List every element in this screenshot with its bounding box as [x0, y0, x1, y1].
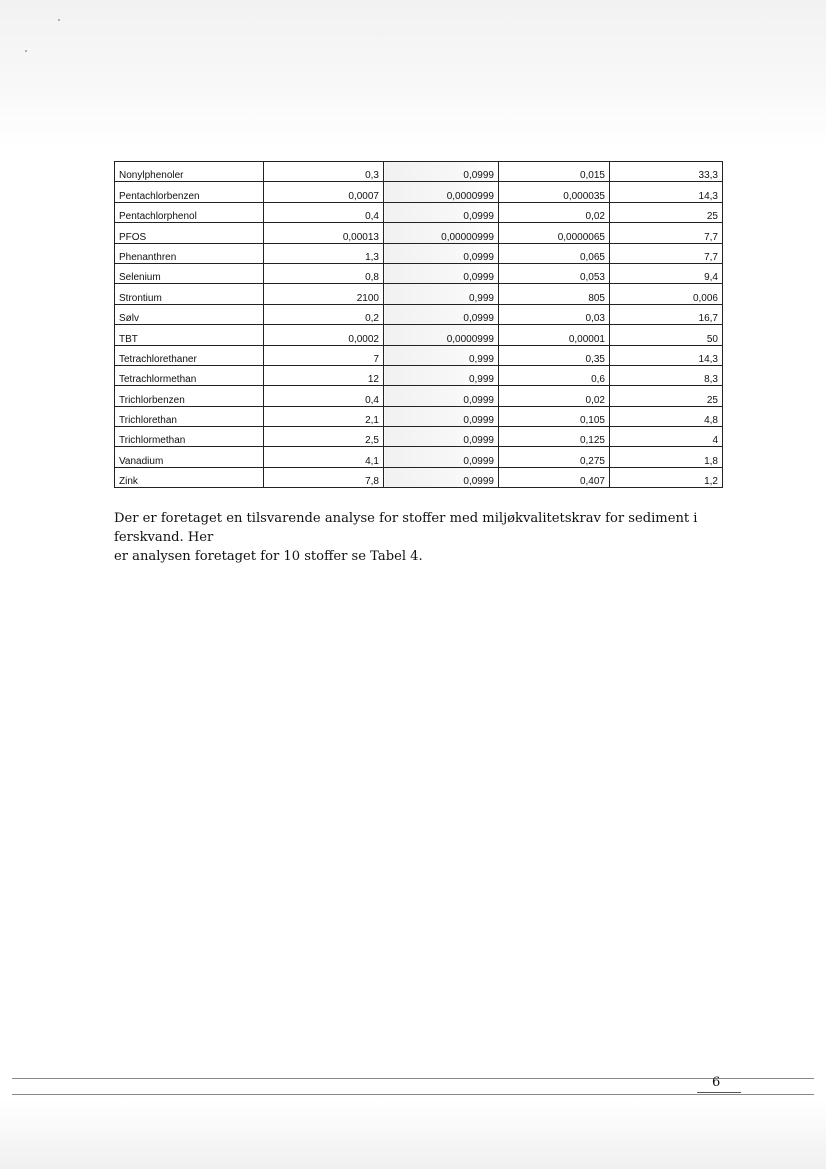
value-cell-col-3: 0,0999 [384, 406, 499, 426]
value-cell-col-4: 0,065 [499, 243, 610, 263]
body-paragraph [114, 509, 726, 566]
value-cell-col-3: 0,0999 [384, 202, 499, 222]
substance-name-cell: Trichlormethan [115, 427, 264, 447]
value-cell-col-3: 0,999 [384, 365, 499, 385]
value-cell-col-5: 8,3 [610, 365, 723, 385]
table-row [115, 223, 723, 243]
value-cell-col-4: 0,6 [499, 365, 610, 385]
value-cell-col-3: 0,0999 [384, 386, 499, 406]
substance-name-cell: Trichlorethan [115, 406, 264, 426]
table-row [115, 243, 723, 263]
value-cell-col-5: 33,3 [610, 162, 723, 182]
value-cell-col-5: 1,8 [610, 447, 723, 467]
value-cell-col-5: 50 [610, 325, 723, 345]
scan-speck [25, 50, 27, 52]
substance-name-cell: Pentachlorphenol [115, 202, 264, 222]
value-cell-col-5: 4,8 [610, 406, 723, 426]
substance-name-cell: Tetrachlormethan [115, 365, 264, 385]
substance-name-cell: Zink [115, 467, 264, 487]
value-cell-col-4: 0,000035 [499, 182, 610, 202]
value-cell-col-5: 25 [610, 202, 723, 222]
value-cell-col-5: 14,3 [610, 345, 723, 365]
substance-table [114, 161, 723, 488]
substance-name-cell: TBT [115, 325, 264, 345]
value-cell-col-5: 4 [610, 427, 723, 447]
value-cell-col-3: 0,0000999 [384, 325, 499, 345]
value-cell-col-4: 0,275 [499, 447, 610, 467]
value-cell-col-4: 0,015 [499, 162, 610, 182]
value-cell-col-2: 7,8 [264, 467, 384, 487]
substance-name-cell: Vanadium [115, 447, 264, 467]
value-cell-col-2: 2100 [264, 284, 384, 304]
value-cell-col-3: 0,999 [384, 284, 499, 304]
table-row [115, 325, 723, 345]
value-cell-col-5: 14,3 [610, 182, 723, 202]
table-row [115, 427, 723, 447]
value-cell-col-2: 2,5 [264, 427, 384, 447]
value-cell-col-4: 0,03 [499, 304, 610, 324]
value-cell-col-5: 7,7 [610, 223, 723, 243]
table-row [115, 202, 723, 222]
scan-speck [58, 19, 60, 21]
value-cell-col-4: 0,00001 [499, 325, 610, 345]
value-cell-col-5: 7,7 [610, 243, 723, 263]
value-cell-col-2: 0,8 [264, 263, 384, 283]
substance-name-cell: Tetrachlorethaner [115, 345, 264, 365]
body-paragraph-line-2: er analysen foretaget for 10 stoffer se Tabel 4. [114, 549, 423, 564]
value-cell-col-4: 0,053 [499, 263, 610, 283]
value-cell-col-2: 0,4 [264, 386, 384, 406]
value-cell-col-2: 2,1 [264, 406, 384, 426]
table-row [115, 263, 723, 283]
page-number: 6 [712, 1075, 721, 1090]
value-cell-col-2: 7 [264, 345, 384, 365]
value-cell-col-5: 1,2 [610, 467, 723, 487]
value-cell-col-4: 0,0000065 [499, 223, 610, 243]
table-row [115, 365, 723, 385]
value-cell-col-3: 0,0999 [384, 263, 499, 283]
substance-table-body [115, 162, 723, 488]
value-cell-col-2: 0,00013 [264, 223, 384, 243]
table-row [115, 345, 723, 365]
value-cell-col-2: 0,0002 [264, 325, 384, 345]
value-cell-col-4: 805 [499, 284, 610, 304]
footer-rule-bottom [12, 1094, 814, 1095]
table-row [115, 162, 723, 182]
substance-name-cell: Phenanthren [115, 243, 264, 263]
value-cell-col-2: 0,2 [264, 304, 384, 324]
value-cell-col-4: 0,407 [499, 467, 610, 487]
value-cell-col-2: 12 [264, 365, 384, 385]
value-cell-col-5: 9,4 [610, 263, 723, 283]
value-cell-col-3: 0,0999 [384, 427, 499, 447]
value-cell-col-4: 0,02 [499, 202, 610, 222]
value-cell-col-3: 0,0999 [384, 304, 499, 324]
table-row [115, 447, 723, 467]
value-cell-col-4: 0,125 [499, 427, 610, 447]
substance-name-cell: Pentachlorbenzen [115, 182, 264, 202]
value-cell-col-3: 0,0999 [384, 243, 499, 263]
table-row [115, 304, 723, 324]
table-row [115, 182, 723, 202]
value-cell-col-5: 25 [610, 386, 723, 406]
value-cell-col-2: 0,4 [264, 202, 384, 222]
table-row [115, 284, 723, 304]
scan-shadow-top [0, 0, 826, 150]
footer-rule-top [12, 1078, 814, 1079]
value-cell-col-3: 0,0999 [384, 467, 499, 487]
value-cell-col-4: 0,02 [499, 386, 610, 406]
value-cell-col-2: 0,0007 [264, 182, 384, 202]
value-cell-col-3: 0,0999 [384, 162, 499, 182]
value-cell-col-3: 0,999 [384, 345, 499, 365]
value-cell-col-3: 0,0999 [384, 447, 499, 467]
value-cell-col-4: 0,35 [499, 345, 610, 365]
value-cell-col-2: 1,3 [264, 243, 384, 263]
page-number-underline [697, 1092, 741, 1093]
substance-name-cell: Sølv [115, 304, 264, 324]
substance-name-cell: Trichlorbenzen [115, 386, 264, 406]
value-cell-col-4: 0,105 [499, 406, 610, 426]
value-cell-col-5: 0,006 [610, 284, 723, 304]
value-cell-col-5: 16,7 [610, 304, 723, 324]
substance-name-cell: Strontium [115, 284, 264, 304]
value-cell-col-2: 0,3 [264, 162, 384, 182]
scan-shadow-bottom [0, 1100, 826, 1169]
value-cell-col-3: 0,00000999 [384, 223, 499, 243]
value-cell-col-3: 0,0000999 [384, 182, 499, 202]
body-paragraph-line-1: Der er foretaget en tilsvarende analyse for stoffer med miljøkvalitetskrav for sediment i ferskvand. Her [114, 511, 698, 545]
table-row [115, 467, 723, 487]
table-row [115, 406, 723, 426]
value-cell-col-2: 4,1 [264, 447, 384, 467]
substance-name-cell: Selenium [115, 263, 264, 283]
substance-name-cell: Nonylphenoler [115, 162, 264, 182]
table-row [115, 386, 723, 406]
substance-name-cell: PFOS [115, 223, 264, 243]
